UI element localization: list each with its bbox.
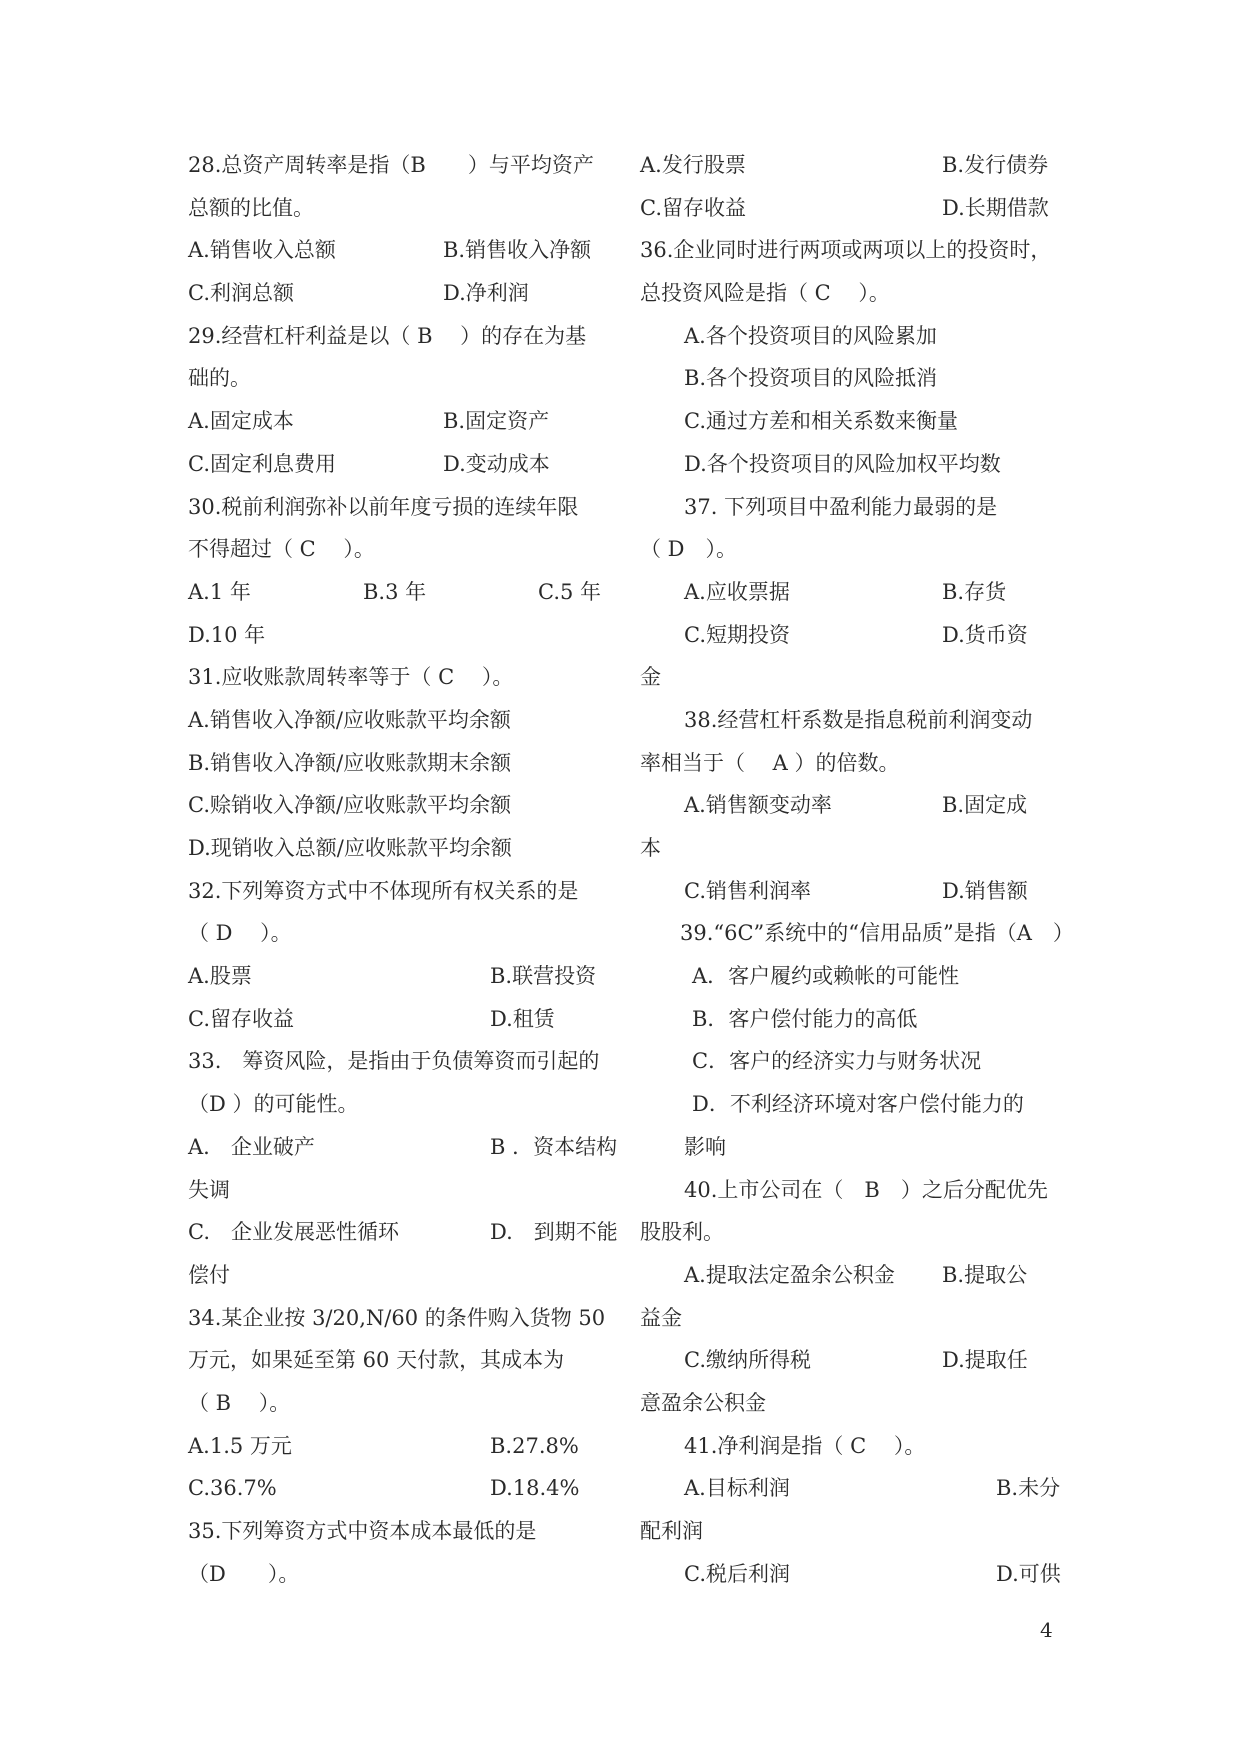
q39-option-c: C．客户的经济实力与财务状况 (692, 1049, 982, 1074)
q29-option-b: B.固定资产 (443, 409, 550, 434)
q38-stem-cont: 率相当于（ A ）的倍数。 (640, 750, 900, 775)
q33-stem: 33. 筹资风险，是指由于负债筹资而引起的 (188, 1049, 600, 1074)
q37-options-ab (640, 571, 1060, 614)
q36-option-a: A.各个投资项目的风险累加 (684, 323, 937, 348)
q32-option-c: C.留存收益 (188, 1006, 294, 1031)
q33-option-b: B ．资本结构 (490, 1134, 618, 1159)
q28-options-ab (188, 229, 608, 272)
q40-option-a: A.提取法定盈余公积金 (684, 1262, 895, 1287)
q33-option-a: A. 企业破产 (188, 1134, 315, 1159)
q30-option-a: A.1 年 (188, 579, 251, 604)
q30-option-c: C.5 年 (538, 579, 602, 604)
q37-stem: 37. 下列项目中盈利能力最弱的是 (684, 494, 998, 519)
q40-options-cd (640, 1339, 1060, 1382)
q40-stem-cont: 股股利。 (640, 1220, 724, 1245)
q34-option-c: C.36.7% (188, 1476, 277, 1501)
q41-option-c: C.税后利润 (684, 1561, 790, 1586)
q40-option-d-cont: 意盈余公积金 (640, 1390, 766, 1415)
q40-option-d: D.提取任 (942, 1348, 1028, 1373)
q38-option-a: A.销售额变动率 (684, 793, 832, 818)
q31-option-b: B.销售收入净额/应收账款期末余额 (188, 750, 512, 775)
q32-options-cd (188, 998, 608, 1041)
q39-option-d-cont: 影响 (684, 1134, 726, 1159)
q37-option-b: B.存货 (942, 579, 1007, 604)
q41-option-d: D.可供 (996, 1561, 1061, 1586)
q37-options-cd (640, 614, 1060, 657)
q36-option-b: B.各个投资项目的风险抵消 (684, 366, 938, 391)
q41-option-b-cont: 配利润 (640, 1519, 703, 1543)
q32-stem-cont: （ D ）。 (188, 921, 292, 946)
q35-options-cd (640, 187, 1060, 230)
q41-options-cd (640, 1553, 1060, 1596)
q37-stem-cont: （ D ）。 (640, 537, 738, 562)
q32-option-d: D.租赁 (490, 1006, 555, 1031)
q29-options-cd (188, 443, 608, 486)
q34-options-cd (188, 1467, 608, 1510)
q35-option-a: A.发行股票 (640, 153, 746, 177)
q38-options-ab (640, 784, 1060, 827)
q34-stem-cont2: （ B ）。 (188, 1390, 291, 1415)
q35-option-d: D.长期借款 (942, 195, 1049, 220)
q35-options-ab (640, 144, 1060, 187)
q38-option-d: D.销售额 (942, 878, 1028, 903)
q38-options-cd (640, 870, 1060, 913)
q29-stem-cont: 础的。 (188, 366, 251, 391)
q28-option-a: A.销售收入总额 (188, 238, 336, 263)
q33-options-cd (188, 1211, 618, 1254)
q30-stem: 30.税前利润弥补以前年度亏损的连续年限 (188, 494, 579, 519)
q35-stem-cont: （D ）。 (188, 1561, 300, 1586)
q34-stem: 34.某企业按 3/20,N/60 的条件购入货物 50 (188, 1305, 606, 1330)
q28-stem: 28.总资产周转率是指（B ）与平均资产 (188, 153, 594, 177)
q39-option-d: D．不利经济环境对客户偿付能力的 (692, 1092, 1024, 1117)
q40-option-b: B.提取公 (942, 1262, 1028, 1287)
q29-option-a: A.固定成本 (188, 409, 294, 434)
q32-option-b: B.联营投资 (490, 964, 597, 989)
q32-options-ab (188, 955, 608, 998)
q40-option-b-cont: 益金 (640, 1305, 682, 1330)
q31-option-c: C.赊销收入净额/应收账款平均余额 (188, 793, 512, 818)
q31-stem: 31.应收账款周转率等于（ C ）。 (188, 665, 514, 690)
q36-stem-cont: 总投资风险是指（ C ）。 (640, 281, 890, 306)
q41-option-a: A.目标利润 (684, 1476, 790, 1501)
q32-stem: 32.下列筹资方式中不体现所有权关系的是 (188, 878, 579, 903)
q37-option-c: C.短期投资 (684, 622, 790, 647)
q34-options-ab (188, 1425, 608, 1468)
q36-stem: 36.企业同时进行两项或两项以上的投资时， (640, 238, 1052, 263)
q29-option-d: D.变动成本 (443, 451, 550, 476)
page-number: 4 (1040, 1618, 1053, 1642)
q30-option-d: D.10 年 (188, 622, 266, 647)
q28-option-b: B.销售收入净额 (443, 238, 592, 263)
q41-options-ab (640, 1467, 1060, 1510)
q30-option-b: B.3 年 (363, 579, 427, 604)
q30-stem-cont: 不得超过（ C ）。 (188, 537, 375, 562)
q38-stem: 38.经营杠杆系数是指息税前利润变动 (684, 707, 1033, 732)
q41-option-b: B.未分 (996, 1476, 1061, 1501)
q36-option-c: C.通过方差和相关系数来衡量 (684, 409, 958, 434)
q37-option-d: D.货币资 (942, 622, 1028, 647)
q34-stem-cont: 万元，如果延至第 60 天付款，其成本为 (188, 1348, 565, 1373)
q40-option-c: C.缴纳所得税 (684, 1348, 811, 1373)
q29-stem: 29.经营杠杆利益是以（ B ）的存在为基 (188, 323, 587, 348)
q31-option-a: A.销售收入净额/应收账款平均余额 (188, 707, 511, 732)
q33-options-ab (188, 1126, 618, 1169)
q37-option-d-cont: 金 (640, 665, 661, 690)
q29-option-c: C.固定利息费用 (188, 451, 336, 476)
q34-option-d: D.18.4% (490, 1476, 580, 1501)
q35-option-c: C.留存收益 (640, 195, 746, 220)
q28-options-cd (188, 272, 608, 315)
q33-option-d-cont: 偿付 (188, 1262, 230, 1287)
q30-options-abc (188, 571, 608, 614)
q33-option-d: D. 到期不能 (490, 1220, 618, 1245)
q38-option-b: B.固定成 (942, 793, 1028, 818)
right-column (640, 144, 1074, 1595)
q33-stem-cont: （D ）的可能性。 (188, 1092, 359, 1117)
q35-stem: 35.下列筹资方式中资本成本最低的是 (188, 1519, 537, 1543)
q40-stem: 40.上市公司在（ B ）之后分配优先 (684, 1177, 1048, 1202)
q39-option-a: A．客户履约或赖帐的可能性 (692, 964, 960, 989)
q40-options-ab (640, 1254, 1060, 1297)
q32-option-a: A.股票 (188, 964, 252, 989)
q34-option-b: B.27.8% (490, 1433, 579, 1458)
q33-option-c: C. 企业发展恶性循环 (188, 1220, 399, 1245)
q34-option-a: A.1.5 万元 (188, 1433, 292, 1458)
q28-option-c: C.利润总额 (188, 281, 294, 306)
q28-option-d: D.净利润 (443, 281, 529, 306)
q36-option-d: D.各个投资项目的风险加权平均数 (684, 451, 1001, 476)
q39-stem: 39.“6C”系统中的“信用品质”是指（A ） (680, 921, 1074, 946)
left-column (188, 144, 618, 1595)
q29-options-ab (188, 400, 608, 443)
q41-stem: 41.净利润是指（ C ）。 (684, 1433, 926, 1458)
q37-option-a: A.应收票据 (684, 579, 790, 604)
q31-option-d: D.现销收入总额/应收账款平均余额 (188, 836, 512, 860)
q39-option-b: B．客户偿付能力的高低 (692, 1006, 918, 1031)
q38-option-c: C.销售利润率 (684, 878, 811, 903)
q38-option-b-cont: 本 (640, 836, 661, 860)
q33-option-b-cont: 失调 (188, 1177, 230, 1202)
q35-option-b: B.发行债券 (942, 153, 1049, 177)
q28-stem-cont: 总额的比值。 (188, 195, 314, 220)
